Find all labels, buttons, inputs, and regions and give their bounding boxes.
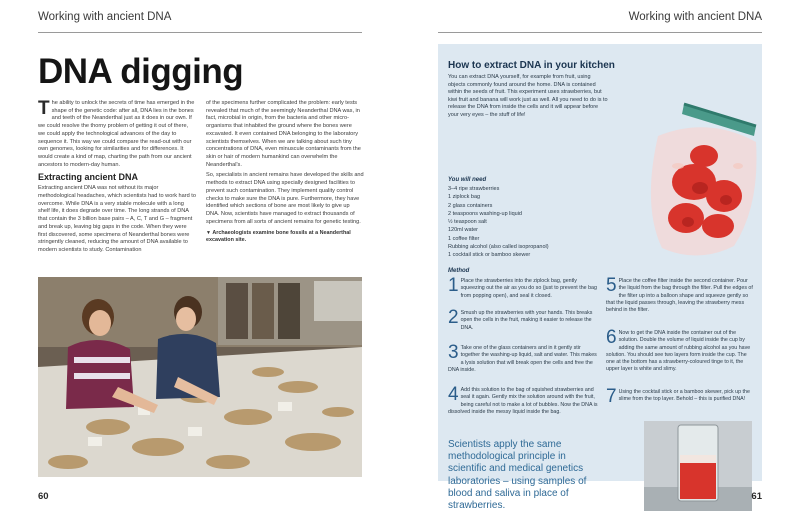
step-text: Smush up the strawberries with your hands. This breaks open the cells in the fruit, making it easier to release the DNA. bbox=[460, 310, 593, 331]
needs-item: 1 cocktail stick or bamboo skewer bbox=[448, 252, 531, 258]
body-column-1 bbox=[38, 100, 196, 258]
step-text: Now to get the DNA inside the container out of the solution. Double the volume of liquid inside the cup by adding the same amount of rubbing alcohol as you have solution. You should see two layers form inside the cup. The one at the bottom has a strawberry-coloured tinge to it, the upper layer is white and slimy. bbox=[606, 330, 751, 373]
step-text: Add this solution to the bag of squished strawberries and seal it again. Gently mix the solution around with the fruit, being careful not to make a lot of bubbles. Now the DNA is dissolved inside the messy liquid inside the bag. bbox=[448, 387, 598, 415]
step-text: Place the strawberries into the ziplock bag, gently squeezing out the air as you do so (just to prevent the bag from popping open), and seal it closed. bbox=[460, 278, 597, 299]
section-body: Extracting ancient DNA was not without its major methodological headaches, which scientists had to work hard to overcome. While DNA is a very stable molecule with a long shelf life, it does degrade over time. The long strands of DNA that contain the 3 billion base pairs – A, C, T and G – fragment and break up, leaving big gaps in the code. When they were first discovered, some specimens of Neanderthal bones were stringently cleaned, reducing the amount of DNA available to modern scientists to study. Contamination bbox=[38, 185, 196, 254]
step-text: Place the coffee filter inside the second container. Pour the liquid from the bag through the filter. Pull the edges of the filter up into a balloon shape and squeeze gently so that the liquid passes through, leaving the strawberry mess behind in the filter. bbox=[606, 278, 753, 314]
panel-intro: You can extract DNA yourself, for example from fruit, using objects commonly found around the home. DNA is contained within the seeds of fruit. This experiment uses strawberries, but kiwi fruit and banana will work just as well. All you need to do is to release the DNA from inside the cells and it will appear before your very eyes – the stuff of life! bbox=[448, 74, 608, 118]
needs-item: ½ teaspoon salt bbox=[448, 219, 487, 225]
needs-item: 1 coffee filter bbox=[448, 235, 480, 242]
strawberry-bag-illustration bbox=[638, 96, 762, 266]
pull-quote: Scientists apply the same methodological principle in scientific and medical genetics laboratories – using samples of blood and saliva in place of strawberries. bbox=[448, 439, 587, 511]
step-number: 4 bbox=[448, 384, 459, 405]
needs-item: 3–4 ripe strawberries bbox=[448, 186, 500, 192]
beaker-illustration bbox=[644, 421, 752, 511]
section-subhead: Extracting ancient DNA bbox=[38, 172, 139, 183]
step-text: Using the cocktail stick or a bamboo skewer, pick up the slime from the top layer. Behold – this is purified DNA! bbox=[618, 389, 750, 403]
step-number: 6 bbox=[606, 327, 617, 348]
method-step-1 bbox=[448, 275, 598, 300]
needs-item: 2 glass containers bbox=[448, 202, 493, 209]
needs-item: 2 teaspoons washing-up liquid bbox=[448, 210, 522, 217]
you-will-need-list bbox=[448, 176, 598, 259]
caption-text: Archaeologists examine bone fossils at a Neanderthal excavation site. bbox=[206, 229, 351, 243]
body-paragraph-1: of the specimens further complicated the problem: early tests revealed that much of the seemingly Neanderthal DNA was, in fact, microbial in origin, from the bacteria and other micro-organisms that inhabited the ground where the bones were excavated. It even contained DNA belonging to the laboratory scientists themselves. When we are talking about such tiny concentrations of DNA, even minuscule contaminants from the skin or hair of modern humankind can overwhelm the Neanderthal's. bbox=[206, 100, 361, 168]
method-step-3 bbox=[448, 342, 598, 374]
page-title: DNA digging bbox=[38, 52, 244, 91]
step-number: 1 bbox=[448, 275, 459, 296]
archaeologists-illustration bbox=[38, 277, 362, 477]
body-column-2 bbox=[206, 100, 364, 244]
step-number: 3 bbox=[448, 342, 459, 363]
intro-text: he ability to unlock the secrets of time has emerged in the shape of the genetic code: after all, DNA lies in the bones and teeth of the Neanderthal just as it does in our own. If we could resolve the thorny problem of getting it out of there, we could apply the technological advances of the day to sequence it. This way we could compare the read-out with our own genomes, looking for similarities and for differences. It would create a kind of map, charting the path from our ancient ancestors to modern-day human. bbox=[38, 100, 195, 168]
method-step-2 bbox=[448, 307, 598, 332]
header-divider-left bbox=[38, 32, 362, 33]
right-page bbox=[400, 0, 800, 514]
page-number-left: 60 bbox=[38, 491, 49, 502]
drop-cap: T bbox=[38, 98, 50, 119]
step-number: 7 bbox=[606, 386, 617, 407]
needs-item: 1 ziplock bag bbox=[448, 194, 481, 201]
method-step-5 bbox=[606, 275, 756, 314]
step-number: 5 bbox=[606, 275, 617, 296]
archaeologists-photo bbox=[38, 277, 362, 477]
caption-arrow-icon: ▼ bbox=[206, 229, 213, 236]
strawberry-bag-photo bbox=[638, 96, 762, 266]
needs-item: 120ml water bbox=[448, 227, 478, 234]
header-divider-right bbox=[438, 32, 762, 33]
step-text: Take one of the glass containers and in it gently stir together the washing-up liquid, salt and water. This makes a lysis solution that will break open the cells and free the DNA inside. bbox=[448, 345, 597, 373]
body-paragraph-2: So, specialists in ancient remains have developed the skills and methods to extract DNA using specially designed facilities to prevent such contamination. They implement quality control checks to make sure the DNA is pure. Furthermore, they have identified which sections of bone are most likely to give up DNA. Now, scientists have managed to extract thousands of specimens from all sorts of ancient remains for genetic testing. bbox=[206, 172, 364, 225]
needs-heading: You will need bbox=[448, 177, 487, 183]
photo-caption bbox=[206, 230, 364, 245]
needs-item: Rubbing alcohol (also called isopropanol) bbox=[448, 243, 549, 250]
intro-paragraph bbox=[38, 100, 196, 169]
method-step-7 bbox=[606, 386, 756, 407]
step-number: 2 bbox=[448, 307, 459, 328]
running-head-right: Working with ancient DNA bbox=[628, 11, 762, 23]
method-step-6 bbox=[606, 327, 756, 374]
running-head-left: Working with ancient DNA bbox=[38, 11, 172, 23]
beaker-photo bbox=[644, 421, 752, 511]
page-number-right: 61 bbox=[751, 491, 762, 502]
panel-title: How to extract DNA in your kitchen bbox=[448, 60, 615, 71]
method-heading: Method bbox=[448, 268, 470, 274]
method-step-4 bbox=[448, 384, 598, 416]
